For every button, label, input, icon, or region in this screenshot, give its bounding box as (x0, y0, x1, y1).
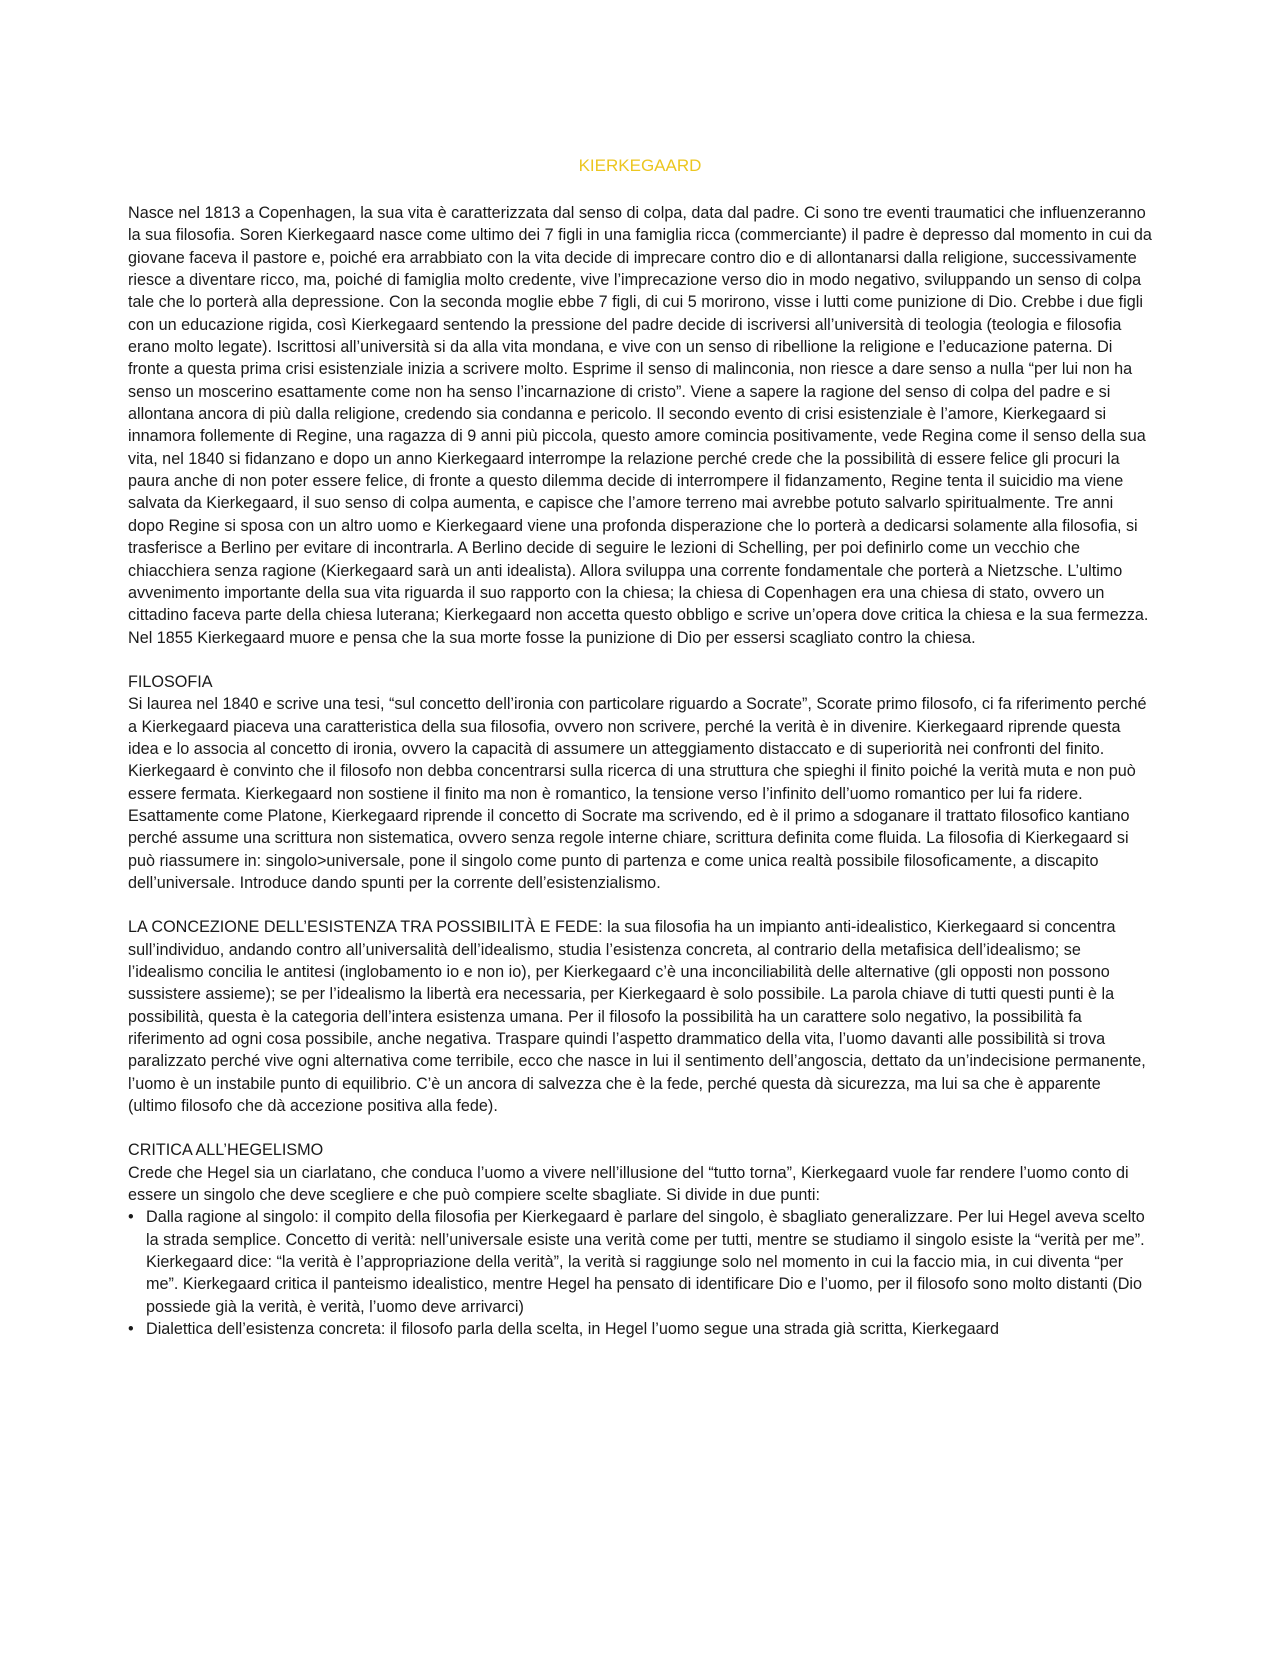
list-item (128, 1318, 1152, 1340)
filosofia-paragraph: Si laurea nel 1840 e scrive una tesi, “sul concetto dell’ironia con particolare riguardo a Socrate”, Scorate primo filosofo, ci fa riferimento perché a Kierkegaard piaceva una caratteristica della sua filosofia, ovvero non scrivere, perché la verità è in divenire. Kierkegaard riprende questa idea e lo associa al concetto di ironia, ovvero la capacità di assumere un atteggiamento distaccato e di superiorità nei confronti del finito. Kierkegaard è convinto che il filosofo non debba concentrarsi sulla ricerca di una struttura che spieghi il finito poiché la verità muta e non può essere fermata. Kierkegaard non sostiene il finito ma non è romantico, la tensione verso l’infinito dell’uomo romantico per lui fa ridere. Esattamente come Platone, Kierkegaard riprende il concetto di Socrate ma scrivendo, ed è il primo a sdoganare il trattato filosofico kantiano perché assume una scrittura non sistematica, ovvero senza regole interne chiare, scrittura definita come fluida. La filosofia di Kierkegaard si può riassumere in: singolo>universale, pone il singolo come punto di partenza e come unica realtà possibile filosoficamente, a discapito dell’universale. Introduce dando spunti per la corrente dell’esistenzialismo. (128, 695, 1147, 892)
spacer (128, 649, 1152, 671)
list-item-text: Dialettica dell’esistenza concreta: il filosofo parla della scelta, in Hegel l’uomo segue una strada già scritta, Kierkegaard (146, 1320, 999, 1339)
list-item-text: Dalla ragione al singolo: il compito della filosofia per Kierkegaard è parlare del singolo, è sbagliato generalizzare. Per lui Hegel aveva scelto la strada semplice. Concetto di verità: nell’universale esiste una verità come per tutti, mentre se studiamo il singolo esiste la “verità per me”. Kierkegaard dice: “la verità è l’appropriazione della verità”, la verità si raggiunge solo nel momento in cui la faccio mia, in cui diventa “per me”. Kierkegaard critica il panteismo idealistico, mentre Hegel ha pensato di identificare Dio e l’uomo, per il filosofo sono molto distanti (Dio possiede già la verità, è verità, l’uomo deve arrivarci) (146, 1208, 1145, 1316)
critica-paragraph: Crede che Hegel sia un ciarlatano, che conduca l’uomo a vivere nell’illusione del “tutto torna”, Kierkegaard vuole far rendere l’uomo conto di essere un singolo che deve scegliere e che può compiere scelte sbagliate. Si divide in due punti: (128, 1163, 1129, 1205)
list-item (128, 1206, 1152, 1318)
intro-paragraph: Nasce nel 1813 a Copenhagen, la sua vita è caratterizzata dal senso di colpa, data dal padre. Ci sono tre eventi traumatici che influenzeranno la sua filosofia. Soren Kierkegaard nasce come ultimo dei 7 figli in una famiglia ricca (commerciante) il padre è depresso dal momento in cui da giovane faceva il pastore e, poiché era arrabbiato con la vita decide di imprecare contro dio e di allontanarsi dalla religione, successivamente riesce a diventare ricco, ma, poiché di famiglia molto credente, vive l’imprecazione verso dio in modo negativo, sviluppando un senso di colpa tale che lo porterà alla depressione. Con la seconda moglie ebbe 7 figli, di cui 5 morirono, visse i lutti come punizione di Dio. Crebbe i due figli con un educazione rigida, così Kierkegaard sentendo la pressione del padre decide di iscriversi all’università di teologia (teologia e filosofia erano molto legate). Iscrittosi all’università si da alla vita mondana, e vive con un senso di ribellione la religione e l’educazione paterna. Di fronte a questa prima crisi esistenziale inizia a scrivere molto. Esprime il senso di malinconia, non riesce a dare senso a nulla “per lui non ha senso un moscerino esattamente come non ha senso l’incarnazione di cristo”. Viene a sapere la ragione del senso di colpa del padre e si allontana ancora di più dalla religione, credendo sia condanna e pericolo. Il secondo evento di crisi esistenziale è l’amore, Kierkegaard si innamora follemente di Regine, una ragazza di 9 anni più piccola, questo amore comincia positivamente, vede Regina come il senso della sua vita, nel 1840 si fidanzano e dopo un anno Kierkegaard interrompe la relazione perché crede che la possibilità di essere felice gli procuri la paura anche di non poter essere felice, di fronte a questo dilemma decide di interrompere il fidanzamento, Regine tenta il suicidio ma viene salvata da Kierkegaard, il suo senso di colpa aumenta, e capisce che l’amore terreno mai avrebbe potuto salvarlo spiritualmente. Tre anni dopo Regine si sposa con un altro uomo e Kierkegaard viene una profonda disperazione che lo porterà a dedicarsi solamente alla filosofia, si trasferisce a Berlino per evitare di incontrarla. A Berlino decide di seguire le lezioni di Schelling, per poi definirlo come un vecchio che chiacchiera senza ragione (Kierkegaard sarà un anti idealista). Allora sviluppa una corrente fondamentale che porterà a Nietzsche. L’ultimo avvenimento importante della sua vita riguarda il suo rapporto con la chiesa; la chiesa di Copenhagen era una chiesa di stato, ovvero un cittadino faceva parte della chiesa luterana; Kierkegaard non accetta questo obbligo e scrive un’opera dove critica la chiesa e la sua fermezza. Nel 1855 Kierkegaard muore e pensa che la sua morte fosse la punizione di Dio per essersi scagliato contro la chiesa. (128, 204, 1152, 647)
bullet-icon: • (128, 1320, 134, 1339)
spacer (128, 894, 1152, 916)
critica-points-list (128, 1206, 1152, 1340)
critica-heading: CRITICA ALL’HEGELISMO (128, 1141, 324, 1160)
spacer (128, 1117, 1152, 1139)
document-title: KIERKEGAARD (578, 156, 702, 175)
bullet-icon: • (128, 1208, 134, 1227)
filosofia-heading: FILOSOFIA (128, 672, 213, 691)
document-page (128, 155, 1152, 1341)
esistenza-paragraph: LA CONCEZIONE DELL’ESISTENZA TRA POSSIBILITÀ E FEDE: la sua filosofia ha un impianto anti-idealistico, Kierkegaard si concentra sull’individuo, andando contro all’universalità dell’idealismo, studia l’esistenza concreta, al contrario della metafisica dell’idealismo; se l’idealismo concilia le antitesi (inglobamento io e non io), per Kierkegaard c’è una inconciliabilità delle alternative (gli opposti non possono sussistere assieme); se per l’idealismo la libertà era necessaria, per Kierkegaard è solo possibile. La parola chiave di tutti questi punti è la possibilità, questa è la categoria dell’intera esistenza umana. Per il filosofo la possibilità ha un carattere solo negativo, la possibilità fa riferimento ad ogni cosa possibile, anche negativa. Traspare quindi l’aspetto drammatico della vita, l’uomo davanti alle possibilità si trova paralizzato perché vive ogni alternativa come terribile, ecco che nasce in lui il sentimento dell’angoscia, dettato da un’indecisione permanente, l’uomo è un instabile punto di equilibrio. C’è un ancora di salvezza che è la fede, perché questa dà sicurezza, ma lui sa che è apparente (ultimo filosofo che dà accezione positiva alla fede). (128, 918, 1146, 1116)
